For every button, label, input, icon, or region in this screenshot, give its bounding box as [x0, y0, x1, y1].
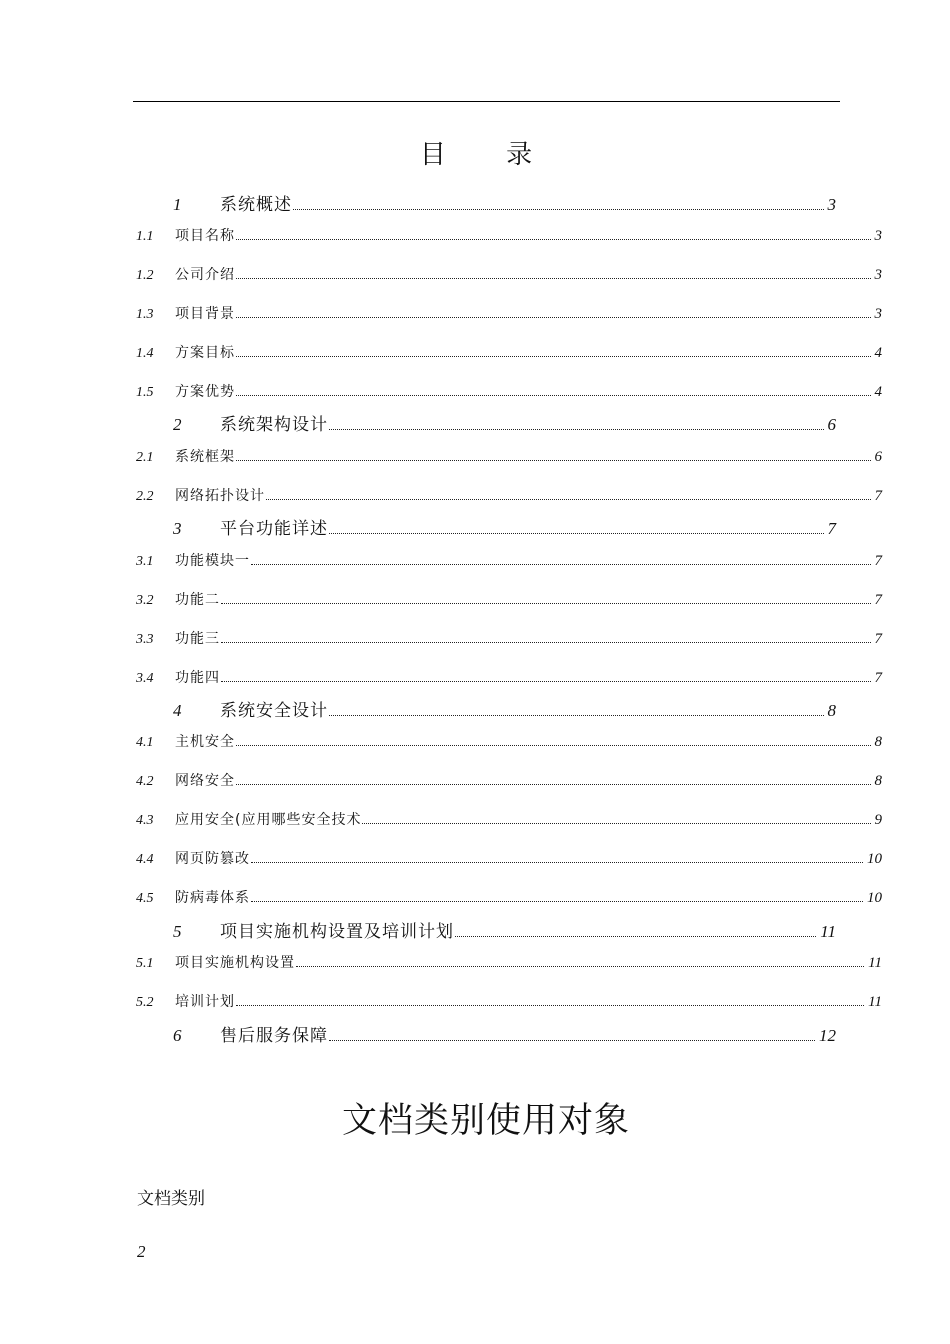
toc-entry-number: 3 — [173, 519, 182, 538]
toc-leader-dots — [296, 966, 864, 967]
toc-entry-number: 6 — [173, 1026, 182, 1045]
toc-entry-title: 方案目标 — [175, 345, 235, 361]
toc-entry[interactable] — [170, 410, 836, 434]
toc-leader-dots — [236, 784, 871, 785]
toc-entry-page: 11 — [868, 994, 882, 1010]
toc-entry-title: 培训计划 — [175, 994, 235, 1010]
toc-leader-dots — [236, 1005, 864, 1006]
toc-entry[interactable] — [136, 628, 882, 650]
toc-entry-page: 10 — [867, 890, 882, 906]
toc-entry-number: 1 — [173, 195, 182, 214]
toc-leader-dots — [293, 209, 824, 210]
toc-entry-number: 1.2 — [136, 268, 154, 283]
toc-entry[interactable] — [136, 264, 882, 286]
toc-leader-dots — [221, 603, 871, 604]
toc-entry[interactable] — [136, 225, 882, 247]
toc-entry-title: 系统安全设计 — [220, 701, 328, 721]
toc-entry[interactable] — [136, 848, 882, 870]
toc-entry[interactable] — [136, 887, 882, 909]
toc-entry-page: 6 — [827, 415, 836, 434]
toc-entry-title: 项目名称 — [175, 228, 235, 244]
toc-entry-title: 公司介绍 — [175, 267, 235, 283]
toc-entry[interactable] — [136, 381, 882, 403]
toc-entry[interactable] — [136, 809, 882, 831]
toc-entry-title: 功能模块一 — [175, 553, 250, 569]
toc-leader-dots — [236, 239, 871, 240]
toc-entry-page: 3 — [874, 228, 882, 244]
toc-entry-number: 2.1 — [136, 450, 154, 465]
toc-entry-number: 3.3 — [136, 632, 154, 647]
toc-entry[interactable] — [136, 667, 882, 689]
toc-entry-title: 应用安全(应用哪些安全技术 — [175, 812, 362, 828]
toc-entry-title: 项目实施机构设置及培训计划 — [220, 922, 454, 942]
toc-leader-dots — [236, 278, 871, 279]
toc-entry-page: 8 — [827, 701, 836, 720]
toc-entry-title: 系统框架 — [175, 449, 235, 465]
toc-leader-dots — [251, 862, 863, 863]
toc-entry-title: 防病毒体系 — [175, 890, 250, 906]
toc-entry-page: 4 — [874, 384, 882, 400]
page-number: 2 — [137, 1242, 146, 1261]
toc-entry-page: 12 — [819, 1026, 836, 1045]
toc-leader-dots — [236, 745, 871, 746]
toc-leader-dots — [221, 681, 871, 682]
toc-entry-number: 4.2 — [136, 774, 154, 789]
toc-entry-title: 功能四 — [175, 670, 220, 686]
toc-entry-page: 10 — [867, 851, 882, 867]
toc-entry-number: 5.1 — [136, 956, 154, 971]
toc-leader-dots — [329, 533, 824, 534]
toc-entry-page: 7 — [827, 519, 836, 538]
toc-leader-dots — [455, 936, 816, 937]
toc-entry[interactable] — [136, 342, 882, 364]
toc-entry[interactable] — [136, 446, 882, 468]
toc-leader-dots — [236, 395, 871, 396]
toc-entry-title: 网络安全 — [175, 773, 235, 789]
toc-entry[interactable] — [170, 190, 836, 214]
toc-entry-title: 项目实施机构设置 — [175, 955, 295, 971]
header-rule — [133, 101, 840, 102]
toc-entry-number: 4.3 — [136, 813, 154, 828]
toc-entry-number: 3.1 — [136, 554, 154, 569]
toc-leader-dots — [329, 429, 824, 430]
toc-entry-page: 7 — [874, 553, 882, 569]
toc-entry-title: 系统架构设计 — [220, 415, 328, 435]
toc-leader-dots — [221, 642, 871, 643]
toc-entry-title: 项目背景 — [175, 306, 235, 322]
toc-entry-number: 3.4 — [136, 671, 154, 686]
toc-entry[interactable] — [170, 514, 836, 538]
toc-entry-page: 7 — [874, 631, 882, 647]
toc-leader-dots — [362, 823, 870, 824]
toc-entry[interactable] — [136, 589, 882, 611]
toc-entry[interactable] — [136, 991, 882, 1013]
toc-entry-title: 方案优势 — [175, 384, 235, 400]
toc-entry-number: 1.5 — [136, 385, 154, 400]
toc-entry[interactable] — [136, 952, 882, 974]
toc-entry[interactable] — [170, 917, 836, 941]
toc-entry-title: 网页防篡改 — [175, 851, 250, 867]
toc-entry-number: 5.2 — [136, 995, 154, 1010]
toc-entry-title: 主机安全 — [175, 734, 235, 750]
toc-entry-number: 4 — [173, 701, 182, 720]
toc-leader-dots — [251, 901, 863, 902]
toc-entry-page: 3 — [874, 267, 882, 283]
toc-entry-title: 系统概述 — [220, 195, 292, 215]
toc-leader-dots — [266, 499, 871, 500]
toc-entry-page: 7 — [874, 670, 882, 686]
toc-entry-number: 3.2 — [136, 593, 154, 608]
toc-entry-title: 功能二 — [175, 592, 220, 608]
toc-entry-page: 3 — [827, 195, 836, 214]
toc-entry-number: 5 — [173, 922, 182, 941]
toc-entry-title: 平台功能详述 — [220, 519, 328, 539]
toc-leader-dots — [236, 460, 871, 461]
toc-entry-title: 功能三 — [175, 631, 220, 647]
toc-entry-page: 11 — [820, 922, 836, 941]
toc-entry-page: 7 — [874, 592, 882, 608]
toc-entry-page: 8 — [874, 734, 882, 750]
toc-leader-dots — [251, 564, 871, 565]
toc-entry-number: 2.2 — [136, 489, 154, 504]
toc-entry-number: 1.4 — [136, 346, 154, 361]
toc-entry-number: 4.1 — [136, 735, 154, 750]
toc-entry[interactable] — [170, 696, 836, 720]
toc-leader-dots — [329, 715, 824, 716]
toc-entry[interactable] — [136, 303, 882, 325]
toc-entry[interactable] — [136, 550, 882, 572]
toc-entry-page: 11 — [868, 955, 882, 971]
toc-entry-number: 4.4 — [136, 852, 154, 867]
toc-leader-dots — [236, 317, 871, 318]
doc-category-label: 文档类别 — [137, 1189, 205, 1209]
toc-entry-page: 9 — [874, 812, 882, 828]
toc-entry-page: 8 — [874, 773, 882, 789]
toc-entry[interactable] — [136, 770, 882, 792]
toc-entry-number: 1.3 — [136, 307, 154, 322]
toc-entry-page: 3 — [874, 306, 882, 322]
toc-title: 目 录 — [419, 140, 559, 170]
toc-entry-number: 2 — [173, 415, 182, 434]
toc-leader-dots — [236, 356, 871, 357]
toc-entry-number: 4.5 — [136, 891, 154, 906]
section-heading: 文档类别使用对象 — [341, 1101, 630, 1141]
toc-entry-title: 售后服务保障 — [220, 1026, 328, 1046]
toc-entry-page: 6 — [874, 449, 882, 465]
toc-entry-page: 7 — [874, 488, 882, 504]
toc-entry[interactable] — [136, 731, 882, 753]
toc-leader-dots — [329, 1040, 815, 1041]
toc-entry-title: 网络拓扑设计 — [175, 488, 265, 504]
toc-entry[interactable] — [136, 485, 882, 507]
toc-entry-page: 4 — [874, 345, 882, 361]
toc-entry-number: 1.1 — [136, 229, 154, 244]
toc-entry[interactable] — [170, 1021, 836, 1045]
